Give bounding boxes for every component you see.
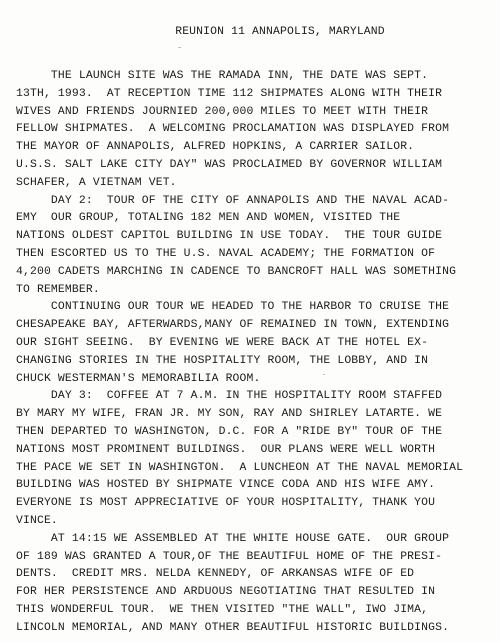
body-line: 13TH, 1993. AT RECEPTION TIME 112 SHIPMATES ALONG WITH THEIR: [16, 87, 443, 100]
body-line: THEN DEPARTED TO WASHINGTON, D.C. FOR A "RIDE BY" TOUR OF THE: [16, 426, 443, 438]
body-line: TO REMEMBER.: [16, 283, 100, 296]
body-line: 4,200 CADETS MARCHING IN CADENCE TO BANCROFT HALL WAS SOMETHING: [16, 265, 457, 278]
paper-speck: [323, 374, 325, 375]
body-line: BUILDING WAS HOSTED BY SHIPMATE VINCE CODA AND HIS WIFE AMY.: [16, 479, 436, 492]
body-line: FOR HER PERSISTENCE AND ARDUOUS NEGOTIATING THAT RESULTED IN: [16, 586, 436, 599]
body-line: VINCE.: [16, 515, 58, 527]
body-line: DAY 3: COFFEE AT 7 A.M. IN THE HOSPITALITY ROOM STAFFED: [16, 390, 443, 403]
body-line: THIS WONDERFUL TOUR. WE THEN VISITED "THE WALL", IWO JIMA,: [16, 604, 429, 616]
body-line: CHUCK WESTERMAN'S MEMORABILIA ROOM.: [16, 372, 261, 385]
body-line: NATIONS MOST PROMINENT BUILDINGS. OUR PLANS WERE WELL WORTH: [16, 443, 436, 456]
body-line: THEN ESCORTED US TO THE U.S. NAVAL ACADEMY; THE FORMATION OF: [16, 248, 436, 260]
body-line: DENTS. CREDIT MRS. NELDA KENNEDY, OF ARKANSAS WIFE OF ED: [16, 568, 415, 581]
document-title: REUNION 11 ANNAPOLIS, MARYLAND: [175, 26, 385, 38]
body-line: FELLOW SHIPMATES. A WELCOMING PROCLAMATION WAS DISPLAYED FROM: [16, 123, 450, 136]
body-line: THE MAYOR OF ANNAPOLIS, ALFRED HOPKINS, A CARRIER SAILOR.: [16, 141, 415, 154]
body-line: U.S.S. SALT LAKE CITY DAY" WAS PROCLAIMED BY GOVERNOR WILLIAM: [16, 159, 443, 171]
body-line: AT 14:15 WE ASSEMBLED AT THE WHITE HOUSE GATE. OUR GROUP: [16, 532, 450, 545]
body-line: EVERYONE IS MOST APPRECIATIVE OF YOUR HOSPITALITY, THANK YOU: [16, 497, 436, 510]
body-line: EMY OUR GROUP, TOTALING 182 MEN AND WOMEN, VISITED THE: [16, 212, 401, 225]
body-line: CHESAPEAKE BAY, AFTERWARDS,MANY OF REMAINED IN TOWN, EXTENDING: [16, 319, 450, 332]
body-line: SCHAFER, A VIETNAM VET.: [16, 176, 177, 189]
body-line: LINCOLN MEMORIAL, AND MANY OTHER BEAUTIFUL HISTORIC BUILDINGS.: [16, 621, 450, 634]
body-line: CHANGING STORIES IN THE HOSPITALITY ROOM, THE LOBBY, AND IN: [16, 354, 429, 367]
body-line: BY MARY MY WIFE, FRAN JR. MY SON, RAY AND SHIRLEY LATARTE. WE: [16, 408, 443, 421]
body-line: WIVES AND FRIENDS JOURNIED 200,000 MILES TO MEET WITH THEIR: [16, 105, 429, 118]
body-line: OUR SIGHT SEEING. BY EVENING WE WERE BACK AT THE HOTEL EX-: [16, 337, 429, 349]
body-line: NATIONS OLDEST CAPITOL BUILDING IN USE TODAY. THE TOUR GUIDE: [16, 230, 443, 243]
body-line: OF 189 WAS GRANTED A TOUR,OF THE BEAUTIFUL HOME OF THE PRESI-: [16, 550, 443, 563]
body-line: THE LAUNCH SITE WAS THE RAMADA INN, THE DATE WAS SEPT.: [16, 70, 429, 82]
body-line: CONTINUING OUR TOUR WE HEADED TO THE HARBOR TO CRUISE THE: [16, 301, 450, 314]
body-line: THE PACE WE SET IN WASHINGTON. A LUNCHEON AT THE NAVAL MEMORIAL: [16, 461, 464, 474]
paper-speck: [178, 47, 181, 48]
body-line: DAY 2: TOUR OF THE CITY OF ANNAPOLIS AND THE NAVAL ACAD-: [16, 194, 450, 207]
